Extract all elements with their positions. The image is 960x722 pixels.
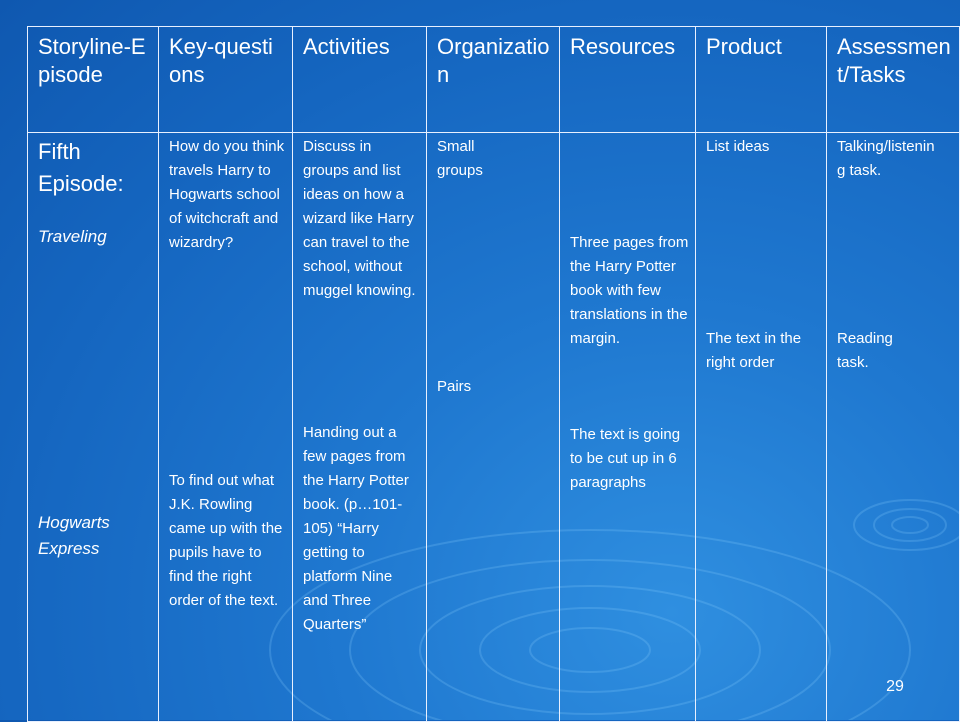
table-row [28,133,960,722]
organization-cell [427,133,560,722]
episode-subtitle: Traveling [38,227,107,246]
header-cell [696,27,827,133]
episode-title: Fifth Episode: [38,139,124,196]
lesson-plan-table [27,26,960,722]
resource-1: Three pages from the Harry Potter book with few translations in the margin. [570,234,689,347]
header-cell [827,27,960,133]
assessment-2: Reading task. [837,330,893,371]
header-cell [159,27,293,133]
product-1: List ideas [706,138,770,155]
header-cell [293,27,427,133]
header-organization: Organization [437,34,550,87]
product-2: The text in the right order [706,330,802,371]
key-question-2: To find out what J.K. Rowling came up with the pupils have to find the right order of the text. [169,472,283,609]
resources-cell [560,133,696,722]
activity-2: Handing out a few pages from the Harry Potter book. (p…101-105) “Harry getting to platform Nine and Three Quarters” [303,424,409,633]
header-key-questions: Key-questions [169,34,273,87]
episode-location: Hogwarts Express [38,513,110,558]
storyline-cell [28,133,159,722]
header-activities: Activities [303,34,390,59]
header-resources: Resources [570,34,676,59]
organization-2: Pairs [437,378,472,395]
header-assessment: Assessment/Tasks [837,34,951,87]
assessment-1: Talking/listening task. [837,138,935,179]
key-question-1: How do you think travels Harry to Hogwarts school of witchcraft and wizardry? [169,138,285,251]
header-product: Product [706,34,782,59]
organization-1: Small groups [437,138,483,179]
header-storyline: Storyline-Episode [38,34,146,87]
header-cell [28,27,159,133]
header-cell [560,27,696,133]
key-questions-cell [159,133,293,722]
header-cell [427,27,560,133]
page-number: 29 [886,678,904,695]
activities-cell [293,133,427,722]
table-header-row [28,27,960,133]
product-cell [696,133,827,722]
activity-1: Discuss in groups and list ideas on how a wizard like Harry can travel to the school, without muggel knowing. [303,138,416,299]
assessment-cell [827,133,960,722]
resource-2: The text is going to be cut up in 6 paragraphs [570,426,681,491]
